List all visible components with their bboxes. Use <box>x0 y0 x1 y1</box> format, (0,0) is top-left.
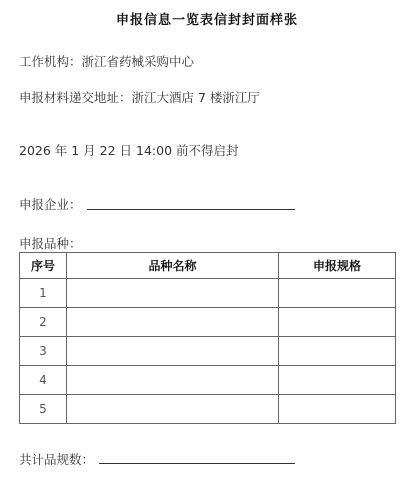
spec-cell <box>279 366 396 395</box>
table-row <box>20 279 396 308</box>
total-count-label: 共计品规数： <box>19 452 95 467</box>
row-number: 2 <box>20 308 67 337</box>
variety-name-cell <box>67 308 279 337</box>
total-count-blank-line <box>99 463 295 464</box>
variety-name-cell <box>67 337 279 366</box>
company-label: 申报企业： <box>19 197 82 212</box>
variety-name-cell <box>67 395 279 424</box>
spec-cell <box>279 337 396 366</box>
table-row <box>20 366 396 395</box>
row-number: 5 <box>20 395 67 424</box>
address-line: 申报材料递交地址：浙江大酒店 7 楼浙江厅 <box>19 90 260 105</box>
row-number: 4 <box>20 366 67 395</box>
header-serial-no: 序号 <box>20 253 67 279</box>
table-header-row <box>20 253 396 279</box>
table-row <box>20 395 396 424</box>
page-title: 申报信息一览表信封封面样张 <box>115 13 298 28</box>
spec-cell <box>279 308 396 337</box>
varieties-label: 申报品种： <box>19 236 82 251</box>
header-spec: 申报规格 <box>279 253 396 279</box>
header-variety-name: 品种名称 <box>67 253 279 279</box>
table-row <box>20 337 396 366</box>
deadline-line: 2026 年 1 月 22 日 14:00 前不得启封 <box>19 143 239 158</box>
variety-name-cell <box>67 366 279 395</box>
row-number: 1 <box>20 279 67 308</box>
agency-line: 工作机构：浙江省药械采购中心 <box>19 54 195 69</box>
row-number: 3 <box>20 337 67 366</box>
spec-cell <box>279 279 396 308</box>
company-blank-line <box>87 209 295 210</box>
table-row <box>20 308 396 337</box>
variety-name-cell <box>67 279 279 308</box>
varieties-table <box>19 252 396 424</box>
spec-cell <box>279 395 396 424</box>
